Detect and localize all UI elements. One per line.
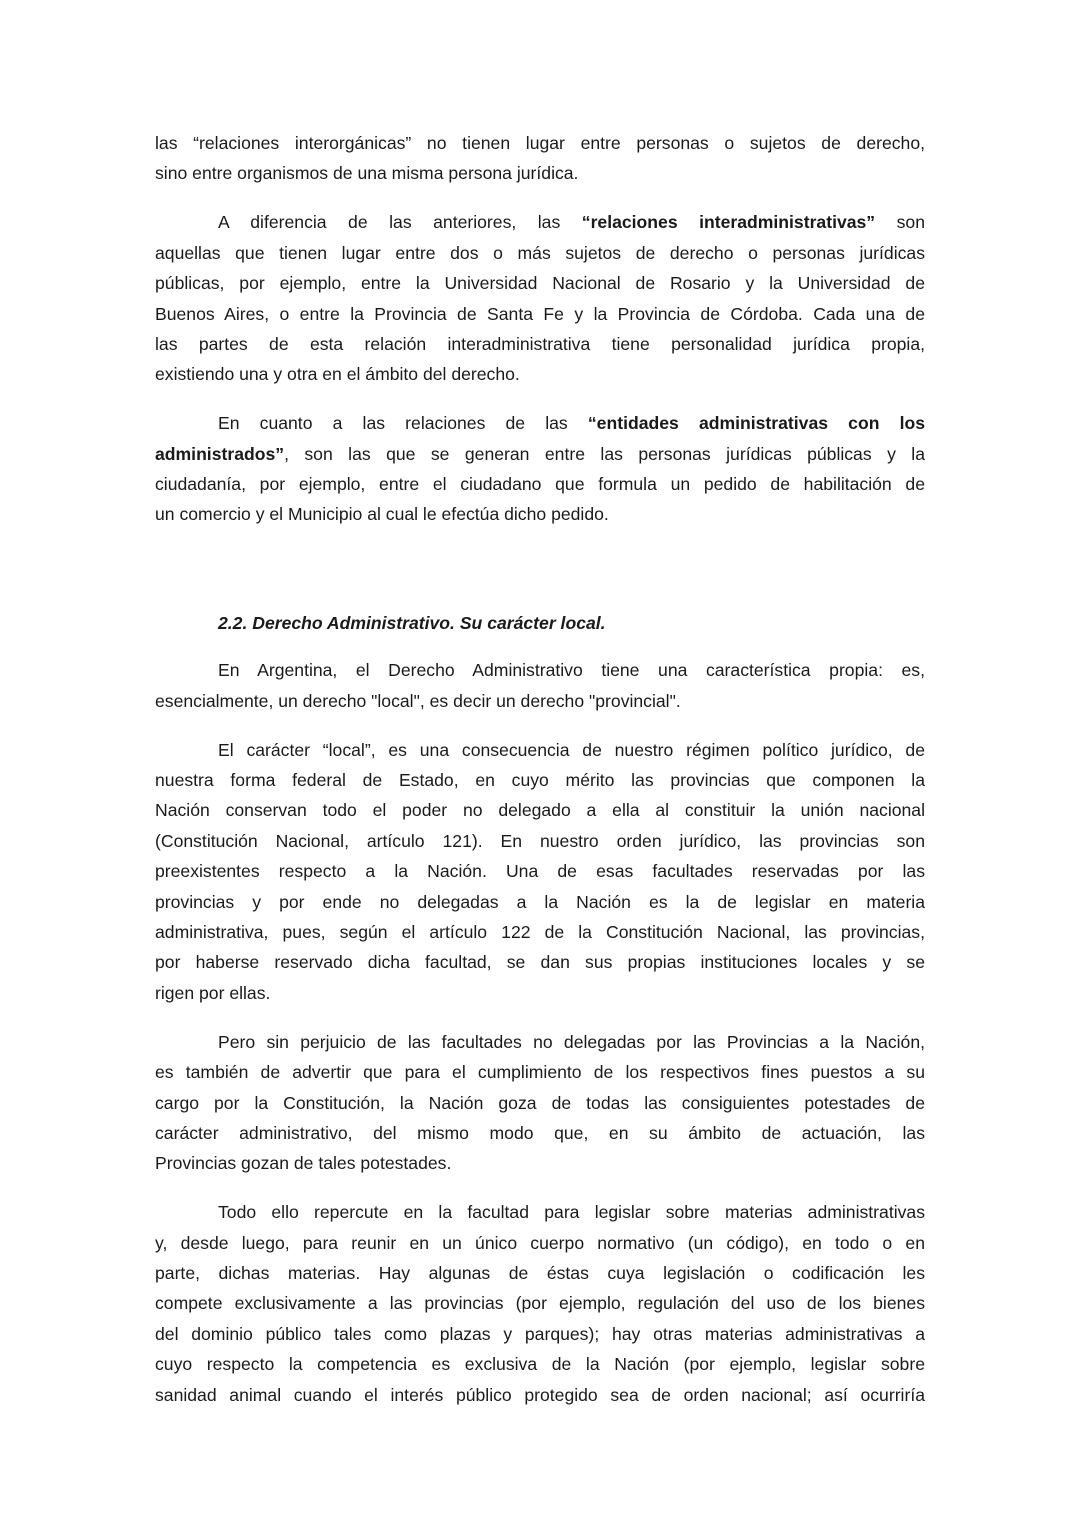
text-segment: cargo por la Constitución, la Nación goza de todas las consiguientes potestades de [155, 1092, 925, 1113]
text-line [155, 856, 925, 886]
text-segment: sanidad animal cuando el interés público protegido sea de orden nacional; así ocurriría [155, 1384, 925, 1405]
text-line [155, 1148, 925, 1178]
paragraph [155, 1197, 925, 1410]
bold-text: “relaciones interadministrativas” [581, 212, 876, 233]
text-line [155, 329, 925, 359]
text-line [155, 408, 925, 438]
text-segment: por haberse reservado dicha facultad, se dan sus propias instituciones locales y se [155, 952, 925, 973]
text-line [155, 1118, 925, 1148]
text-segment: del dominio público tales como plazas y parques); hay otras materias administrativas a [155, 1323, 925, 1344]
text-line [155, 299, 925, 329]
bold-text: administrados” [155, 443, 285, 464]
text-segment: aquellas que tienen lugar entre dos o más sujetos de derecho o personas jurídicas [155, 242, 925, 263]
text-line [155, 158, 925, 188]
text-line [155, 917, 925, 947]
text-line [155, 887, 925, 917]
section-body [155, 655, 925, 1410]
text-segment: las partes de esta relación interadministrativa tiene personalidad jurídica propia, [155, 333, 925, 354]
text-segment: En Argentina, el Derecho Administrativo tiene una característica propia: es, [218, 660, 925, 681]
text-line [155, 1349, 925, 1379]
text-segment: Buenos Aires, o entre la Provincia de Santa Fe y la Provincia de Córdoba. Cada una de [155, 303, 925, 324]
text-segment: son [875, 212, 925, 233]
text-line [155, 1057, 925, 1087]
section-heading: 2.2. Derecho Administrativo. Su carácter local. [218, 612, 606, 633]
text-segment: esencialmente, un derecho "local", es decir un derecho "provincial". [155, 690, 681, 711]
text-segment: sino entre organismos de una misma persona jurídica. [155, 163, 579, 184]
text-line [155, 1288, 925, 1318]
text-line [155, 978, 925, 1008]
text-line [155, 1197, 925, 1227]
text-segment: , son las que se generan entre las personas jurídicas públicas y la [284, 443, 925, 464]
text-segment: Nación conservan todo el poder no delegado a ella al constituir la unión nacional [155, 800, 925, 821]
text-line [155, 1088, 925, 1118]
text-segment: A diferencia de las anteriores, las [218, 212, 582, 233]
text-segment: nuestra forma federal de Estado, en cuyo mérito las provincias que componen la [155, 770, 925, 791]
text-line [155, 1027, 925, 1057]
text-segment: parte, dichas materias. Hay algunas de éstas cuya legislación o codificación les [155, 1263, 925, 1284]
paragraph [155, 1027, 925, 1179]
text-line [155, 268, 925, 298]
text-segment: cuyo respecto la competencia es exclusiva de la Nación (por ejemplo, legislar sobre [155, 1354, 925, 1375]
text-line [155, 238, 925, 268]
text-line [155, 1380, 925, 1410]
text-line [155, 439, 925, 469]
text-segment: Provincias gozan de tales potestades. [155, 1153, 452, 1174]
text-segment: y, desde luego, para reunir en un único cuerpo normativo (un código), en todo o en [155, 1232, 925, 1253]
text-segment: las “relaciones interorgánicas” no tienen lugar entre personas o sujetos de derecho, [155, 133, 925, 153]
text-line [155, 359, 925, 389]
text-segment: (Constitución Nacional, artículo 121). En nuestro orden jurídico, las provincias son [155, 830, 925, 851]
text-segment: ciudadanía, por ejemplo, entre el ciudadano que formula un pedido de habilitación de [155, 474, 925, 495]
text-segment: El carácter “local”, es una consecuencia de nuestro régimen político jurídico, de [218, 739, 925, 760]
text-line [155, 826, 925, 856]
paragraph [155, 655, 925, 716]
paragraph [155, 128, 925, 189]
text-segment: Todo ello repercute en la facultad para legislar sobre materias administrativas [218, 1202, 925, 1223]
text-line [155, 128, 925, 158]
text-line [155, 795, 925, 825]
text-line [155, 947, 925, 977]
paragraph [155, 408, 925, 530]
text-line [155, 686, 925, 716]
text-segment: provincias y por ende no delegadas a la Nación es la de legislar en materia [155, 891, 925, 912]
text-line [155, 469, 925, 499]
text-line [155, 1319, 925, 1349]
text-segment: administrativa, pues, según el artículo 122 de la Constitución Nacional, las provincias, [155, 922, 925, 942]
text-line [155, 207, 925, 237]
paragraph [155, 735, 925, 1009]
text-segment: preexistentes respecto a la Nación. Una de esas facultades reservadas por las [155, 861, 925, 882]
paragraph [155, 207, 925, 389]
text-line [155, 735, 925, 765]
text-line [155, 499, 925, 529]
text-segment: rigen por ellas. [155, 982, 271, 1003]
document-page [155, 128, 925, 1429]
text-line [155, 1228, 925, 1258]
text-segment: carácter administrativo, del mismo modo que, en su ámbito de actuación, las [155, 1122, 925, 1143]
bold-text: “entidades administrativas con los [587, 413, 925, 434]
text-segment: Pero sin perjuicio de las facultades no delegadas por las Provincias a la Nación, [218, 1031, 925, 1052]
text-segment: En cuanto a las relaciones de las [218, 413, 588, 434]
text-segment: existiendo una y otra en el ámbito del derecho. [155, 364, 520, 385]
text-line [155, 1258, 925, 1288]
text-segment: un comercio y el Municipio al cual le efectúa dicho pedido. [155, 504, 609, 525]
text-segment: públicas, por ejemplo, entre la Universidad Nacional de Rosario y la Universidad de [155, 273, 925, 294]
text-line [155, 765, 925, 795]
section-intro [155, 128, 925, 530]
text-segment: es también de advertir que para el cumplimiento de los respectivos fines puestos a su [155, 1062, 925, 1083]
text-segment: compete exclusivamente a las provincias (por ejemplo, regulación del uso de los bienes [155, 1293, 925, 1314]
text-line [155, 655, 925, 685]
